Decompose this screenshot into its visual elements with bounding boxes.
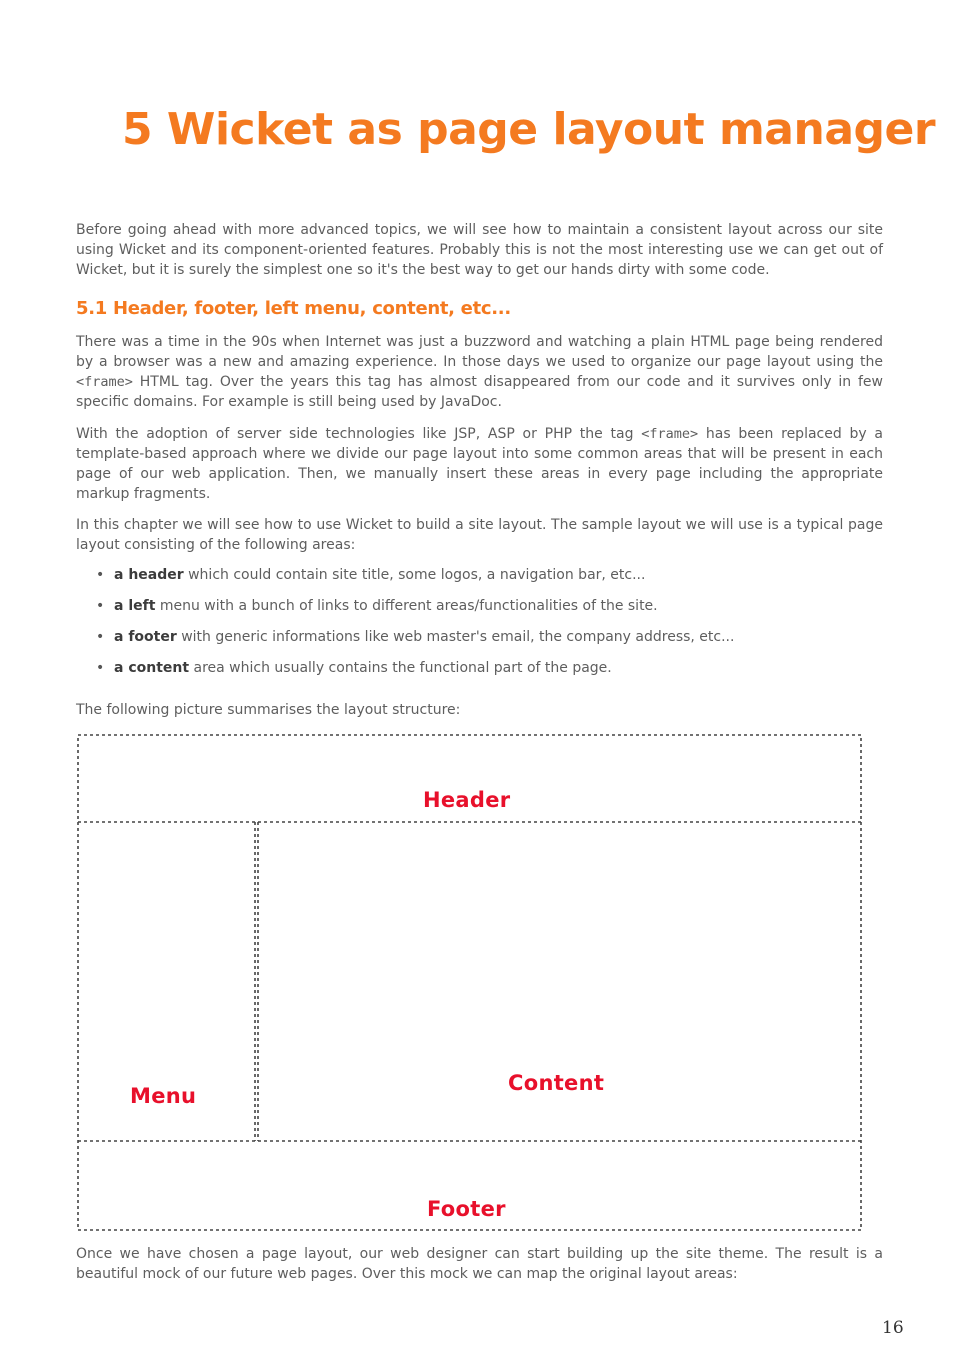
p2-text-before: With the adoption of server side technologies like JSP, ASP or PHP the tag <box>76 426 642 442</box>
list-item-text: which could contain site title, some logos, a navigation bar, etc... <box>183 567 646 583</box>
list-item-text: with generic informations like web master's email, the company address, etc... <box>176 629 735 645</box>
p1-code: <frame> <box>76 374 133 390</box>
p1-text-before: There was a time in the 90s when Internet was just a buzzword and watching a plain HTML page being rendered by a browser was a new and amazing experience. In those days we used to organize our page layout using the <box>76 334 883 370</box>
bullet-icon: • <box>96 660 105 676</box>
p2-code: <frame> <box>641 426 699 442</box>
bullet-icon: • <box>96 629 105 645</box>
p2-text-after: has been replaced by a template-based approach where we divide our page layout into some common areas that will be present in each page of our web application. Then, we manually insert these areas in every page including the appropriate markup fragments. <box>76 426 883 502</box>
paragraph-chapter-intro: In this chapter we will see how to use Wicket to build a site layout. The sample layout we will use is a typical page layout consisting of the following areas: <box>76 517 883 553</box>
diagram-menu-label: Menu <box>130 1084 197 1108</box>
diagram-content-label: Content <box>508 1071 605 1095</box>
chapter-title: 5 Wicket as page layout manager <box>122 104 936 155</box>
bullet-icon: • <box>96 567 105 583</box>
diagram-footer-label: Footer <box>427 1197 506 1221</box>
list-item-bold: a footer <box>114 629 177 645</box>
list-item-bold: a left <box>114 598 156 614</box>
bullet-icon: • <box>96 598 105 614</box>
intro-paragraph: Before going ahead with more advanced topics, we will see how to maintain a consistent layout across our site using Wicket and its component-oriented features. Probably this is not the most interesting use we can get out of Wicket, but it is surely the simplest one so it's the best way to get our hands dirty with some code. <box>76 222 883 278</box>
p1-text-after: HTML tag. Over the years this tag has almost disappeared from our code and it survives only in few specific domains. For example is still being used by JavaDoc. <box>76 374 883 410</box>
list-item-bold: a content <box>114 660 190 676</box>
list-item-text: area which usually contains the functional part of the page. <box>189 660 612 676</box>
page-number: 16 <box>882 1318 904 1338</box>
diagram-header-label: Header <box>423 788 511 812</box>
paragraph-picture-intro: The following picture summarises the layout structure: <box>76 702 461 718</box>
section-heading: 5.1 Header, footer, left menu, content, etc... <box>76 298 511 319</box>
list-item-bold: a header <box>114 567 184 583</box>
list-item-text: menu with a bunch of links to different areas/functionalities of the site. <box>155 598 658 614</box>
paragraph-mock-intro: Once we have chosen a page layout, our web designer can start building up the site theme. The result is a beautiful mock of our future web pages. Over this mock we can map the original layout areas: <box>76 1246 883 1282</box>
